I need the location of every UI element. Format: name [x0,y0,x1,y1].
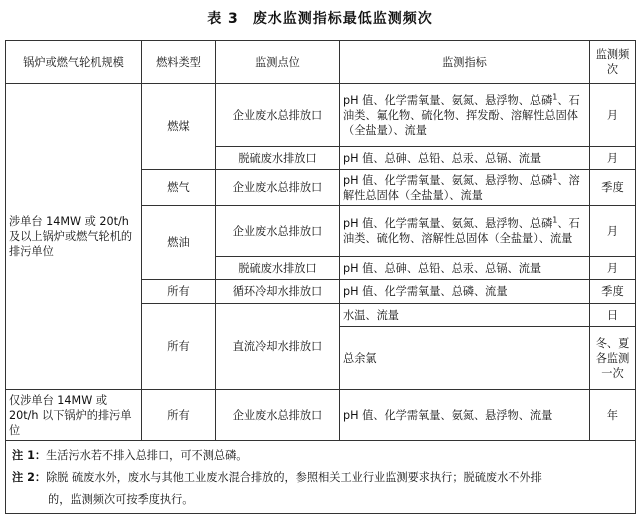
table-row [6,84,636,147]
note-1 [12,445,631,467]
point-cell: 直流冷却水排放口 [216,304,340,390]
indicator-cell: pH 值、化学需氧量、氨氮、悬浮物、总磷$^1$、石油类、硫化物、溶解性总固体（全盐量）、流量 [340,206,590,257]
fuel-coal-cell: 燃煤 [142,84,216,170]
table-title [0,8,640,28]
point-cell: 企业废水总排放口 [216,84,340,147]
table-title-text: 废水监测指标最低监测频次 [252,11,433,27]
point-cell: 企业废水总排放口 [216,390,340,441]
note-2 [12,467,631,489]
frequency-cell: 年 [590,390,636,441]
indicator-cell: pH 值、总砷、总铅、总汞、总镉、流量 [340,257,590,280]
point-cell: 循环冷却水排放口 [216,280,340,304]
note-1-text: 生活污水若不排入总排口，可不测总磷。 [46,449,248,462]
frequency-cell: 月 [590,84,636,147]
table-row [6,390,636,441]
fuel-all-cell: 所有 [142,280,216,304]
frequency-cell: 月 [590,147,636,170]
note-1-label: 注 1： [12,449,47,462]
point-cell: 企业废水总排放口 [216,170,340,206]
header-point: 监测点位 [216,41,340,84]
notes-row [6,441,636,514]
note-2-label: 注 2： [12,471,47,484]
note-2-text: 除脱 硫废水外，废水与其他工业废水混合排放的，参照相关工业行业监测要求执行；脱硫废水不外排 [46,471,542,484]
indicator-cell: pH 值、总砷、总铅、总汞、总镉、流量 [340,147,590,170]
note-2-text-cont: 的，监测频次可按季度执行。 [48,493,194,506]
indicator-cell: pH 值、化学需氧量、氨氮、悬浮物、总磷$^1$、石油类、氟化物、硫化物、挥发酚、溶解性总固体（全盐量）、流量 [340,84,590,147]
point-cell: 脱硫废水排放口 [216,257,340,280]
frequency-cell: 月 [590,257,636,280]
frequency-cell: 月 [590,206,636,257]
fuel-all-cell: 所有 [142,390,216,441]
header-fuel: 燃料类型 [142,41,216,84]
table-number: 表 3 [207,11,239,27]
notes-cell [6,441,636,514]
scale-small-cell: 仅涉单台 14MW 或 20t/h 以下锅炉的排污单位 [6,390,142,441]
header-scale: 锅炉或燃气轮机规模 [6,41,142,84]
fuel-oil-cell: 燃油 [142,206,216,280]
scale-large-cell: 涉单台 14MW 或 20t/h 及以上锅炉或燃气轮机的排污单位 [6,84,142,390]
header-frequency: 监测频次 [590,41,636,84]
point-cell: 脱硫废水排放口 [216,147,340,170]
note-2-continued [12,489,631,511]
indicator-cell: pH 值、化学需氧量、氨氮、悬浮物、总磷$^1$、溶解性总固体（全盐量）、流量 [340,170,590,206]
header-row [6,41,636,84]
frequency-cell: 日 [590,304,636,327]
indicator-cell: pH 值、化学需氧量、氨氮、悬浮物、流量 [340,390,590,441]
monitoring-frequency-table [5,40,636,514]
header-indicator: 监测指标 [340,41,590,84]
frequency-cell: 季度 [590,170,636,206]
frequency-cell: 季度 [590,280,636,304]
fuel-all-cell: 所有 [142,304,216,390]
indicator-cell: 水温、流量 [340,304,590,327]
point-cell: 企业废水总排放口 [216,206,340,257]
indicator-cell: 总余氯 [340,327,590,390]
indicator-cell: pH 值、化学需氧量、总磷、流量 [340,280,590,304]
frequency-cell: 冬、夏各监测一次 [590,327,636,390]
fuel-gas-cell: 燃气 [142,170,216,206]
